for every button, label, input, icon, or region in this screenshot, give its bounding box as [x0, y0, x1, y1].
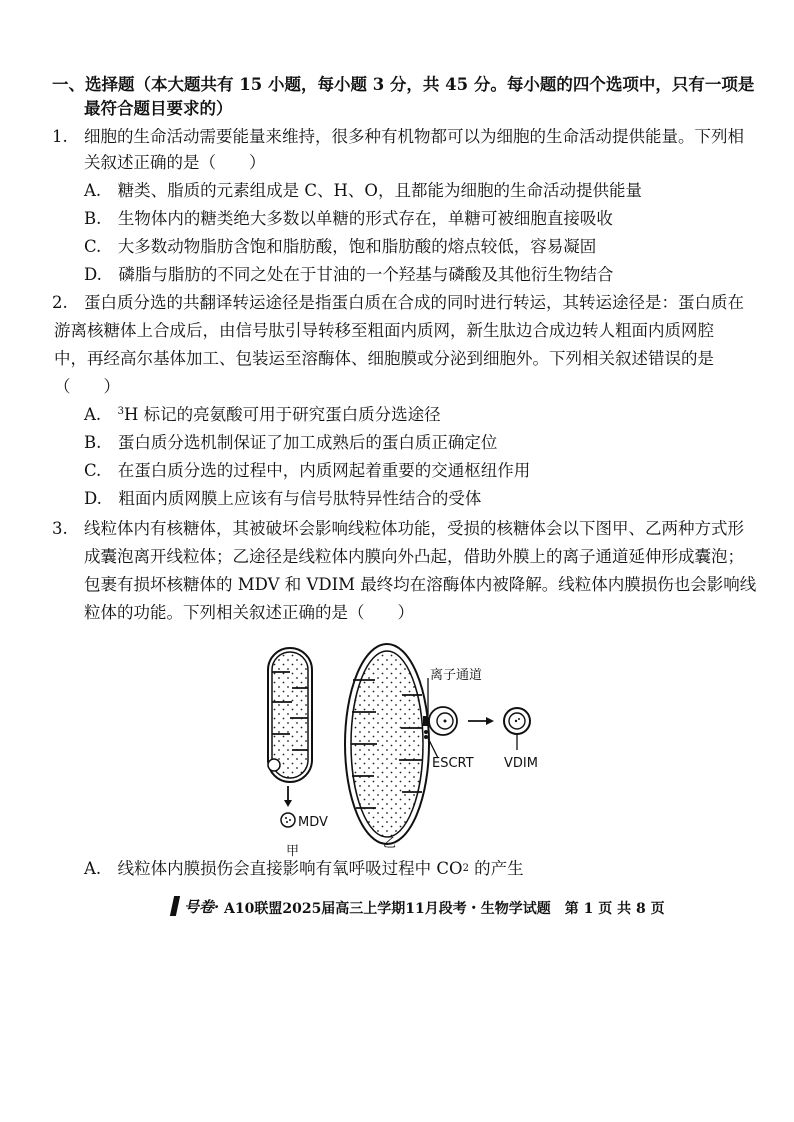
q1-stem-cont: 关叙述正确的是（ ） — [84, 153, 266, 172]
q3-number: 3. — [52, 519, 68, 538]
q1-option-d: D. 磷脂与脂肪的不同之处在于甘油的一个羟基与磷酸及其他衍生物结合 — [84, 265, 614, 284]
q2-option-b: B. 蛋白质分选机制保证了加工成熟后的蛋白质正确定位 — [84, 433, 498, 452]
q1-option-b: B. 生物体内的糖类绝大多数以单糖的形式存在，单糖可被细胞直接吸收 — [84, 209, 613, 228]
q3-stem: 线粒体内有核糖体，其被破坏会影响线粒体功能，受损的核糖体会以下图甲、乙两种方式形 — [84, 519, 744, 538]
q2-number: 2. — [52, 293, 68, 312]
label-vdim: VDIM — [504, 756, 538, 771]
mdv-vesicle — [281, 813, 295, 827]
q3-option-a: A. 线粒体内膜损伤会直接影响有氧呼吸过程中 CO2 的产生 — [84, 859, 524, 878]
footer-text: A10联盟2025届高三上学期11月段考・生物学试题 第 1 页 共 8 页 — [224, 901, 665, 917]
label-jia: 甲 — [286, 844, 300, 859]
label-ion-channel: 离子通道 — [430, 668, 483, 683]
q2-option-a: A. $^3$H 标记的亮氨酸可用于研究蛋白质分选途径 — [84, 405, 441, 424]
q3-stem-cont2: 包裹有损坏核糖体的 MDV 和 VDIM 最终均在溶酶体内被降解。线粒体内膜损伤也会影响线 — [84, 575, 757, 594]
q2-stem-cont3: （ ） — [54, 377, 120, 396]
label-yi: 乙 — [383, 836, 397, 851]
q2-stem-cont1: 游离核糖体上合成后，由信号肽引导转移至粗面内质网，新生肽边合成边转人粗面内质网腔 — [54, 321, 714, 340]
label-escrt: ESCRT — [432, 756, 474, 771]
vdim-vesicle — [504, 708, 530, 734]
q2-option-c: C. 在蛋白质分选的过程中，内质网起着重要的交通枢纽作用 — [84, 461, 531, 480]
mitochondrion-jia — [268, 648, 312, 782]
q1-stem: 细胞的生命活动需要能量来维持，很多种有机物都可以为细胞的生命活动提供能量。下列相 — [84, 127, 744, 146]
section-title: 一、选择题（本大题共有 15 小题，每小题 3 分，共 45 分。每小题的四个选项中，只有一项是 — [52, 75, 755, 94]
q3-stem-cont3: 粒体的功能。下列相关叙述正确的是（ ） — [84, 603, 414, 622]
mitochondrion-yi — [345, 644, 429, 844]
q1-option-c: C. 大多数动物脂肪含饱和脂肪酸，饱和脂肪酸的熔点较低，容易凝固 — [84, 237, 597, 256]
budding-vesicle — [429, 707, 457, 735]
q2-option-d: D. 粗面内质网膜上应该有与信号肽特异性结合的受体 — [84, 489, 482, 508]
q1-option-a: A. 糖类、脂质的元素组成是 C、H、O，且都能为细胞的生命活动提供能量 — [84, 181, 642, 200]
q2-stem: 蛋白质分选的共翻译转运途径是指蛋白质在合成的同时进行转运，其转运途径是：蛋白质在 — [84, 293, 744, 312]
q3-stem-cont1: 成囊泡离开线粒体；乙途径是线粒体内膜向外凸起，借助外膜上的离子通道延伸形成囊泡； — [84, 547, 744, 566]
q2-stem-cont2: 中，再经高尔基体加工、包装运至溶酶体、细胞膜或分泌到细胞外。下列相关叙述错误的是 — [54, 349, 714, 368]
section-title-cont: 最符合题目要求的） — [84, 99, 233, 118]
q1-number: 1. — [52, 127, 68, 146]
footer-brand: 号卷· — [184, 898, 220, 916]
label-mdv: MDV — [298, 815, 328, 830]
brand-logo-mark — [170, 896, 180, 916]
